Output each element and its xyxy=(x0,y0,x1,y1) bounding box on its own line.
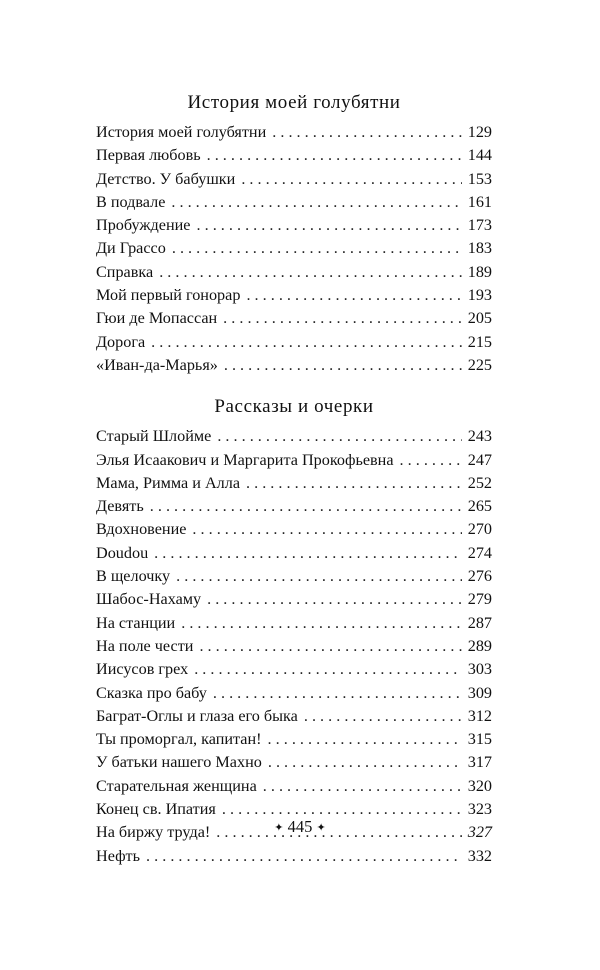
toc-list xyxy=(96,425,492,868)
page-number: 445 xyxy=(287,817,313,836)
toc-entry xyxy=(96,307,492,330)
toc-entry xyxy=(96,635,492,658)
dot-leader xyxy=(246,472,462,495)
toc-entry-page: 332 xyxy=(467,846,492,865)
page-footer xyxy=(0,817,600,838)
toc-entry xyxy=(96,751,492,774)
toc-entry-page: 287 xyxy=(467,613,492,632)
dot-leader xyxy=(268,751,462,774)
toc-entry-page: 193 xyxy=(467,286,492,305)
dot-leader xyxy=(197,214,462,237)
toc-entry-title: В щелочку xyxy=(96,567,171,586)
toc-entry-title: Шабос-Нахаму xyxy=(96,590,202,609)
toc-entry-title: Иисусов грех xyxy=(96,660,189,679)
toc-entry xyxy=(96,682,492,705)
toc-entry-title: Doudou xyxy=(96,543,149,562)
dot-leader xyxy=(150,495,462,518)
toc-entry xyxy=(96,331,492,354)
toc-entry-title: На станции xyxy=(96,613,176,632)
dot-leader xyxy=(181,612,462,635)
toc-entry-page: 205 xyxy=(467,309,492,328)
dot-leader xyxy=(268,728,462,751)
toc-entry xyxy=(96,518,492,541)
toc-entry xyxy=(96,237,492,260)
toc-entry-title: В подвале xyxy=(96,192,166,211)
dot-leader xyxy=(241,168,461,191)
toc-entry-page: 153 xyxy=(467,169,492,188)
section-title: История моей голубятни xyxy=(187,92,401,113)
toc-entry xyxy=(96,845,492,868)
dot-leader xyxy=(263,775,462,798)
toc-entry xyxy=(96,121,492,144)
toc-entry-page: 183 xyxy=(467,239,492,258)
toc-entry xyxy=(96,214,492,237)
toc-entry xyxy=(96,168,492,191)
toc-entry-title: Ты проморгал, капитан! xyxy=(96,730,262,749)
toc-entry xyxy=(96,284,492,307)
toc-entry-page: 303 xyxy=(467,660,492,679)
toc-entry xyxy=(96,144,492,167)
toc-entry xyxy=(96,658,492,681)
dot-leader xyxy=(400,449,462,472)
toc-entry-page: 276 xyxy=(467,567,492,586)
toc-list xyxy=(96,121,492,377)
toc-entry-page: 315 xyxy=(467,730,492,749)
dot-leader xyxy=(172,237,462,260)
toc-entry-page: 173 xyxy=(467,216,492,235)
toc-entry-page: 189 xyxy=(467,262,492,281)
dot-leader xyxy=(207,588,462,611)
toc-entry-page: 323 xyxy=(467,800,492,819)
table-of-contents xyxy=(96,92,492,868)
toc-entry-title: Пробуждение xyxy=(96,216,191,235)
dot-leader xyxy=(217,425,461,448)
toc-entry-page: 129 xyxy=(467,123,492,141)
toc-entry-page: 312 xyxy=(467,706,492,725)
toc-entry-title: Ди Грассо xyxy=(96,239,166,258)
toc-entry-page: 265 xyxy=(467,497,492,516)
toc-entry-title: Элья Исаакович и Маргарита Прокофьевна xyxy=(96,450,394,469)
toc-entry-title: Мой первый гонорар xyxy=(96,286,241,305)
toc-entry xyxy=(96,354,492,377)
toc-entry-page: 215 xyxy=(467,332,492,351)
toc-entry-title: Сказка про бабу xyxy=(96,683,207,702)
ornament-left-icon: ✦ xyxy=(274,822,284,834)
toc-entry-page: 144 xyxy=(467,146,492,165)
toc-entry-page: 279 xyxy=(467,590,492,609)
toc-entry-title: На биржу труда! xyxy=(96,823,211,842)
toc-entry-title: На поле чести xyxy=(96,636,194,655)
dot-leader xyxy=(246,284,461,307)
dot-leader xyxy=(159,261,462,284)
toc-entry-title: Девять xyxy=(96,497,144,516)
toc-entry-title: «Иван-да-Марья» xyxy=(96,355,218,374)
toc-entry xyxy=(96,191,492,214)
dot-leader xyxy=(192,518,461,541)
toc-entry xyxy=(96,728,492,751)
toc-entry-title: Справка xyxy=(96,262,154,281)
dot-leader xyxy=(151,331,462,354)
toc-entry-page: 289 xyxy=(467,636,492,655)
toc-entry xyxy=(96,261,492,284)
dot-leader xyxy=(304,705,462,728)
toc-entry-page: 252 xyxy=(467,473,492,492)
dot-leader xyxy=(224,354,462,377)
toc-entry-title: История моей голубятни xyxy=(96,123,267,141)
toc-entry-title: Дорога xyxy=(96,332,146,351)
toc-entry-title: Нефть xyxy=(96,846,141,865)
dot-leader xyxy=(213,682,462,705)
dot-leader xyxy=(207,144,462,167)
toc-entry-title: Старый Шлойме xyxy=(96,427,212,446)
toc-entry-page: 320 xyxy=(467,776,492,795)
toc-entry xyxy=(96,705,492,728)
ornament-right-icon: ✦ xyxy=(316,822,326,834)
toc-entry-page: 317 xyxy=(467,753,492,772)
dot-leader xyxy=(171,191,461,214)
toc-entry xyxy=(96,588,492,611)
toc-entry-title: Детство. У бабушки xyxy=(96,169,236,188)
toc-entry-page: 243 xyxy=(467,427,492,446)
toc-entry-title: Мама, Римма и Алла xyxy=(96,473,241,492)
toc-entry-page: 247 xyxy=(467,450,492,469)
dot-leader xyxy=(176,565,462,588)
toc-entry xyxy=(96,775,492,798)
toc-entry xyxy=(96,449,492,472)
toc-entry-page: 309 xyxy=(467,683,492,702)
toc-entry-title: Баграт-Оглы и глаза его быка xyxy=(96,706,298,725)
toc-entry xyxy=(96,495,492,518)
toc-entry xyxy=(96,472,492,495)
dot-leader xyxy=(146,845,462,868)
toc-entry-page: 225 xyxy=(467,355,492,374)
toc-entry-title: Конец св. Ипатия xyxy=(96,800,216,819)
toc-entry xyxy=(96,425,492,448)
dot-leader xyxy=(272,121,461,144)
toc-entry-title: Первая любовь xyxy=(96,146,201,165)
dot-leader xyxy=(194,658,462,681)
toc-entry-title: У батьки нашего Махно xyxy=(96,753,262,772)
toc-entry-title: Вдохновение xyxy=(96,520,187,539)
toc-entry-page: 327 xyxy=(467,823,492,842)
dot-leader xyxy=(154,542,462,565)
toc-entry-page: 274 xyxy=(467,543,492,562)
toc-entry xyxy=(96,612,492,635)
toc-entry xyxy=(96,542,492,565)
toc-entry-page: 270 xyxy=(467,520,492,539)
dot-leader xyxy=(223,307,462,330)
section-title: Рассказы и очерки xyxy=(214,396,374,418)
toc-entry-title: Старательная женщина xyxy=(96,776,257,795)
dot-leader xyxy=(199,635,461,658)
toc-entry-title: Гюи де Мопассан xyxy=(96,309,218,328)
toc-entry xyxy=(96,565,492,588)
toc-entry-page: 161 xyxy=(467,192,492,211)
